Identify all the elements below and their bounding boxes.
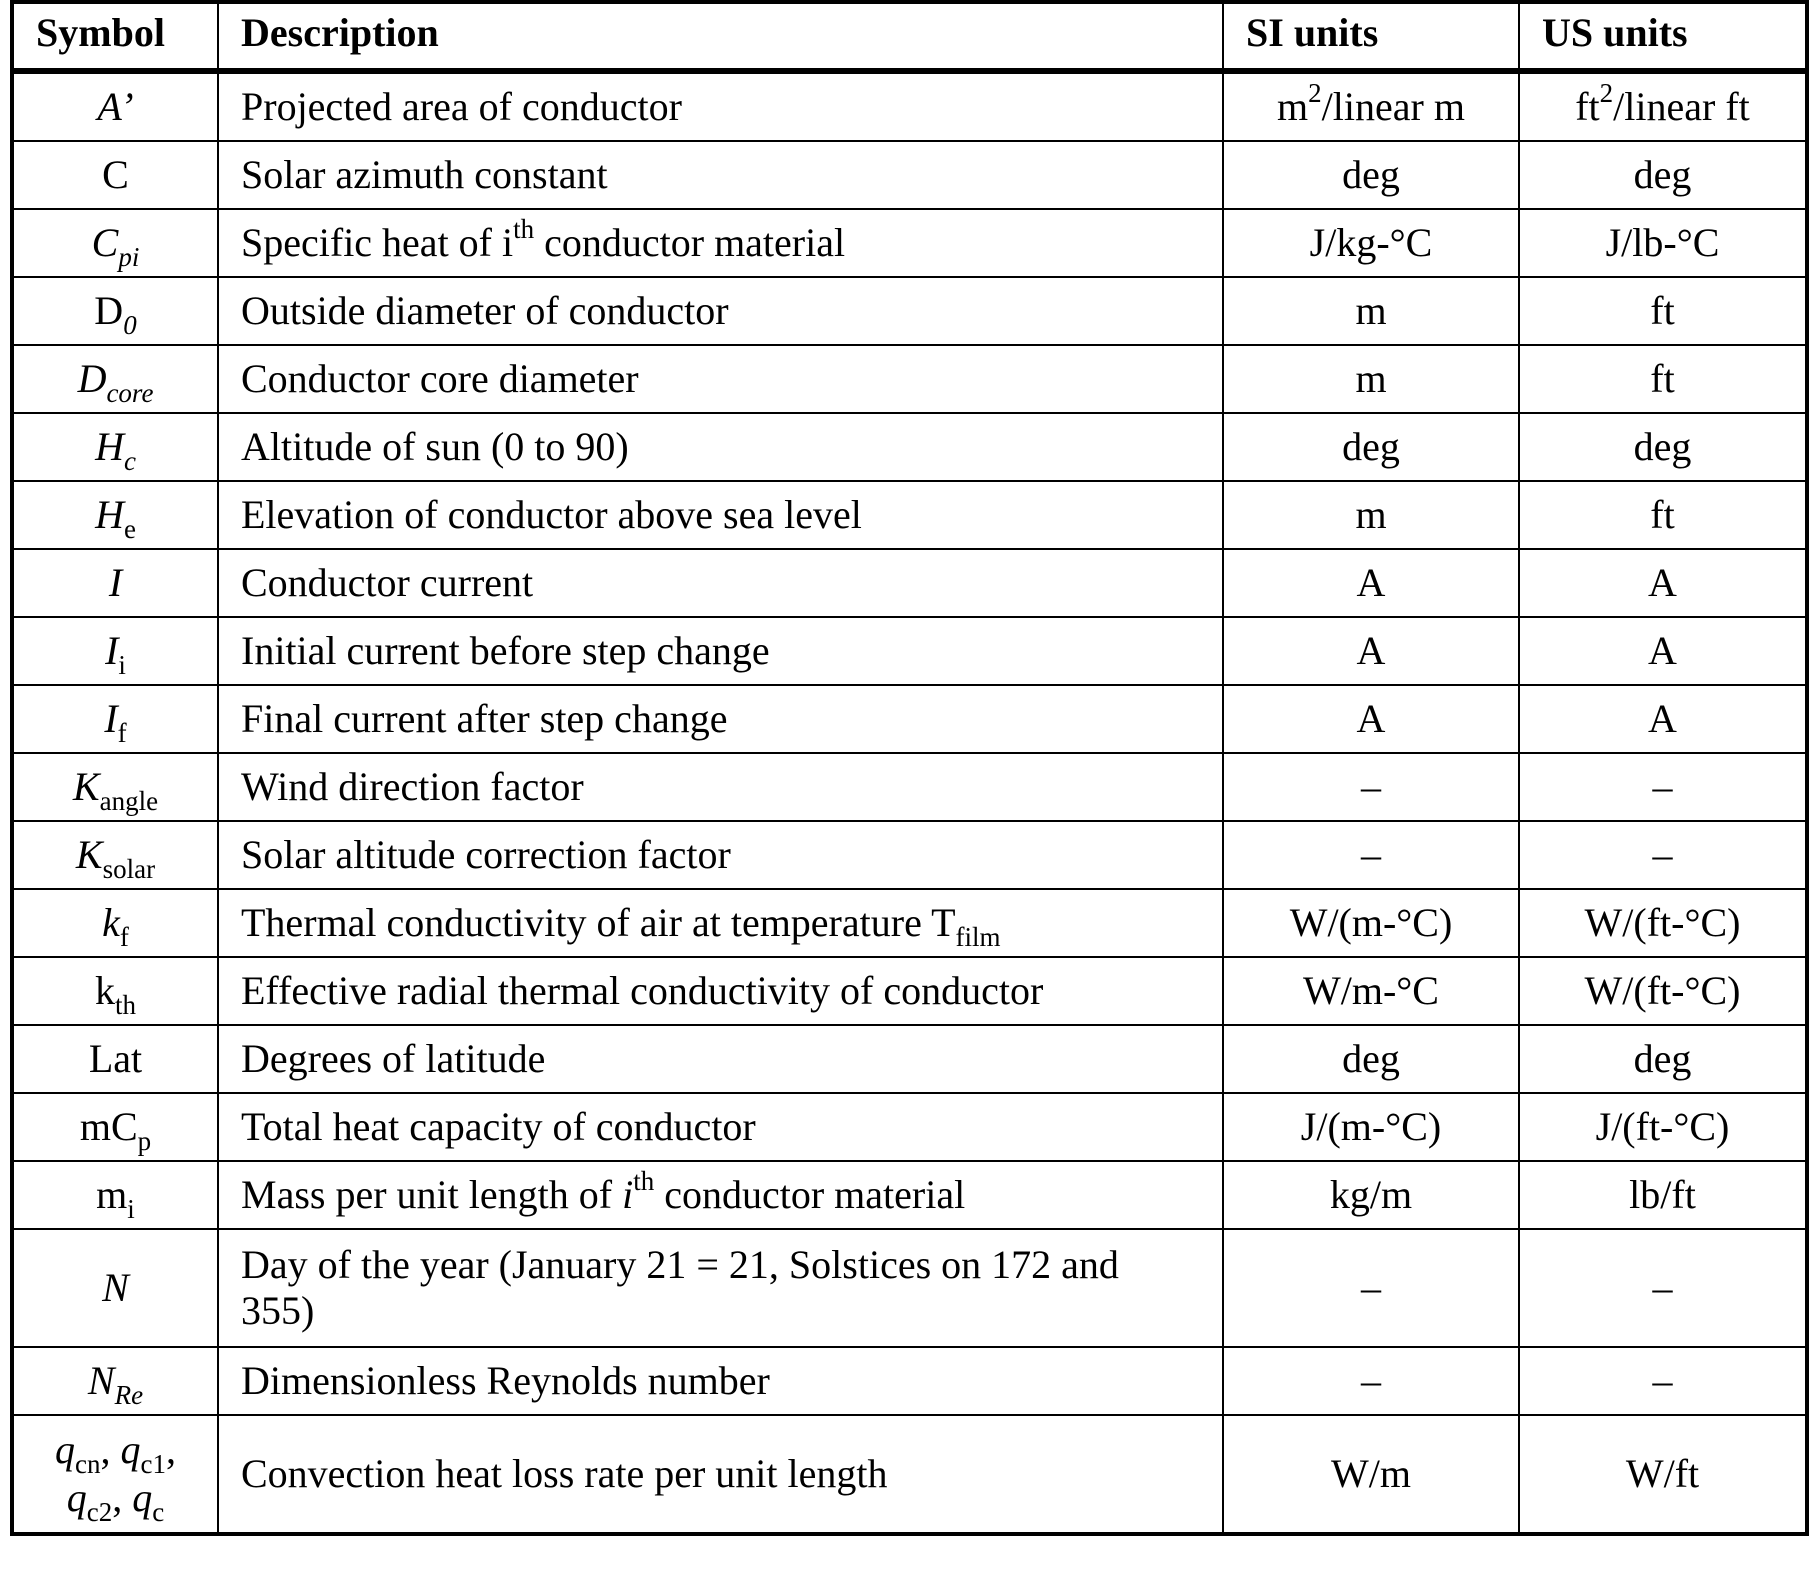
si-unit-cell: deg <box>1223 413 1519 481</box>
symbol-cell: $I_f$ <box>12 685 218 753</box>
si-unit-cell: – <box>1223 821 1519 889</box>
table-row <box>12 1415 1807 1534</box>
symbol-cell: $I_i$ <box>12 617 218 685</box>
description-cell: Solar azimuth constant <box>218 141 1223 209</box>
header-si-units: SI units <box>1223 2 1519 71</box>
si-unit-cell: deg <box>1223 1025 1519 1093</box>
us-unit-cell: – <box>1519 753 1807 821</box>
us-unit-cell: deg <box>1519 1025 1807 1093</box>
symbol-cell: A’ <box>12 71 218 141</box>
description-cell: Effective radial thermal conductivity of conductor <box>218 957 1223 1025</box>
table-row <box>12 1229 1807 1347</box>
table-row <box>12 821 1807 889</box>
header-us-units: US units <box>1519 2 1807 71</box>
table-row <box>12 345 1807 413</box>
us-unit-cell: $ft^2$/linear ft <box>1519 71 1807 141</box>
table-row <box>12 141 1807 209</box>
si-unit-cell: A <box>1223 617 1519 685</box>
symbol-cell: $H_c$ <box>12 413 218 481</box>
us-unit-cell: ft <box>1519 277 1807 345</box>
table-row <box>12 549 1807 617</box>
description-cell: Wind direction factor <box>218 753 1223 821</box>
symbol-cell: $K_{solar}$ <box>12 821 218 889</box>
si-unit-cell: – <box>1223 1347 1519 1415</box>
table-header-row <box>12 2 1807 71</box>
us-unit-cell: – <box>1519 1229 1807 1347</box>
symbol-cell: $q_{cn}$, $q_{c1}$, $q_{c2}$, $q_c$ <box>12 1415 218 1534</box>
table-row <box>12 753 1807 821</box>
description-cell: Final current after step change <box>218 685 1223 753</box>
symbol-cell: $D_0$ <box>12 277 218 345</box>
si-unit-cell: m <box>1223 277 1519 345</box>
table-row <box>12 1347 1807 1415</box>
symbol-cell: I <box>12 549 218 617</box>
table-row <box>12 1093 1807 1161</box>
us-unit-cell: W/ft <box>1519 1415 1807 1534</box>
us-unit-cell: W/(ft-°C) <box>1519 889 1807 957</box>
symbol-cell: $D_{core}$ <box>12 345 218 413</box>
description-cell: Day of the year (January 21 = 21, Solstices on 172 and 355) <box>218 1229 1223 1347</box>
table-row <box>12 209 1807 277</box>
header-description: Description <box>218 2 1223 71</box>
description-cell: Total heat capacity of conductor <box>218 1093 1223 1161</box>
us-unit-cell: A <box>1519 685 1807 753</box>
us-unit-cell: – <box>1519 821 1807 889</box>
symbol-cell: $k_{th}$ <box>12 957 218 1025</box>
si-unit-cell: W/m-°C <box>1223 957 1519 1025</box>
us-unit-cell: A <box>1519 549 1807 617</box>
table-row <box>12 277 1807 345</box>
description-cell: Solar altitude correction factor <box>218 821 1223 889</box>
description-cell: Dimensionless Reynolds number <box>218 1347 1223 1415</box>
description-cell: Altitude of sun (0 to 90) <box>218 413 1223 481</box>
si-unit-cell: J/kg-°C <box>1223 209 1519 277</box>
table-row <box>12 617 1807 685</box>
us-unit-cell: – <box>1519 1347 1807 1415</box>
symbol-cell: $C_{pi}$ <box>12 209 218 277</box>
table-row <box>12 413 1807 481</box>
us-unit-cell: lb/ft <box>1519 1161 1807 1229</box>
si-unit-cell: W/m <box>1223 1415 1519 1534</box>
si-unit-cell: – <box>1223 1229 1519 1347</box>
si-unit-cell: $m^2$/linear m <box>1223 71 1519 141</box>
description-cell: Initial current before step change <box>218 617 1223 685</box>
us-unit-cell: A <box>1519 617 1807 685</box>
si-unit-cell: – <box>1223 753 1519 821</box>
symbol-cell: $m_i$ <box>12 1161 218 1229</box>
us-unit-cell: ft <box>1519 481 1807 549</box>
si-unit-cell: J/(m-°C) <box>1223 1093 1519 1161</box>
si-unit-cell: deg <box>1223 141 1519 209</box>
description-cell: Conductor core diameter <box>218 345 1223 413</box>
symbol-cell: $H_e$ <box>12 481 218 549</box>
si-unit-cell: kg/m <box>1223 1161 1519 1229</box>
symbol-cell: C <box>12 141 218 209</box>
si-unit-cell: m <box>1223 345 1519 413</box>
us-unit-cell: J/lb-°C <box>1519 209 1807 277</box>
description-cell: Elevation of conductor above sea level <box>218 481 1223 549</box>
description-cell: Convection heat loss rate per unit length <box>218 1415 1223 1534</box>
us-unit-cell: deg <box>1519 141 1807 209</box>
symbol-cell: Lat <box>12 1025 218 1093</box>
si-unit-cell: W/(m-°C) <box>1223 889 1519 957</box>
symbol-cell: $N_{Re}$ <box>12 1347 218 1415</box>
table-row <box>12 1161 1807 1229</box>
table-row <box>12 889 1807 957</box>
description-cell: Specific heat of $i^{th}$ conductor material <box>218 209 1223 277</box>
si-unit-cell: A <box>1223 549 1519 617</box>
description-cell: Outside diameter of conductor <box>218 277 1223 345</box>
header-symbol: Symbol <box>12 2 218 71</box>
symbols-table <box>10 0 1809 1536</box>
symbol-cell: $k_f$ <box>12 889 218 957</box>
us-unit-cell: deg <box>1519 413 1807 481</box>
table-row <box>12 481 1807 549</box>
symbol-cell: $K_{angle}$ <box>12 753 218 821</box>
table-row <box>12 685 1807 753</box>
description-cell: Degrees of latitude <box>218 1025 1223 1093</box>
description-cell: Mass per unit length of $i^{th}$ conductor material <box>218 1161 1223 1229</box>
symbol-cell: $mC_p$ <box>12 1093 218 1161</box>
table-row <box>12 1025 1807 1093</box>
description-cell: Thermal conductivity of air at temperature $T_{film}$ <box>218 889 1223 957</box>
symbol-cell: N <box>12 1229 218 1347</box>
description-cell: Projected area of conductor <box>218 71 1223 141</box>
si-unit-cell: m <box>1223 481 1519 549</box>
si-unit-cell: A <box>1223 685 1519 753</box>
us-unit-cell: ft <box>1519 345 1807 413</box>
table-row <box>12 957 1807 1025</box>
table-row <box>12 71 1807 141</box>
description-cell: Conductor current <box>218 549 1223 617</box>
us-unit-cell: J/(ft-°C) <box>1519 1093 1807 1161</box>
us-unit-cell: W/(ft-°C) <box>1519 957 1807 1025</box>
